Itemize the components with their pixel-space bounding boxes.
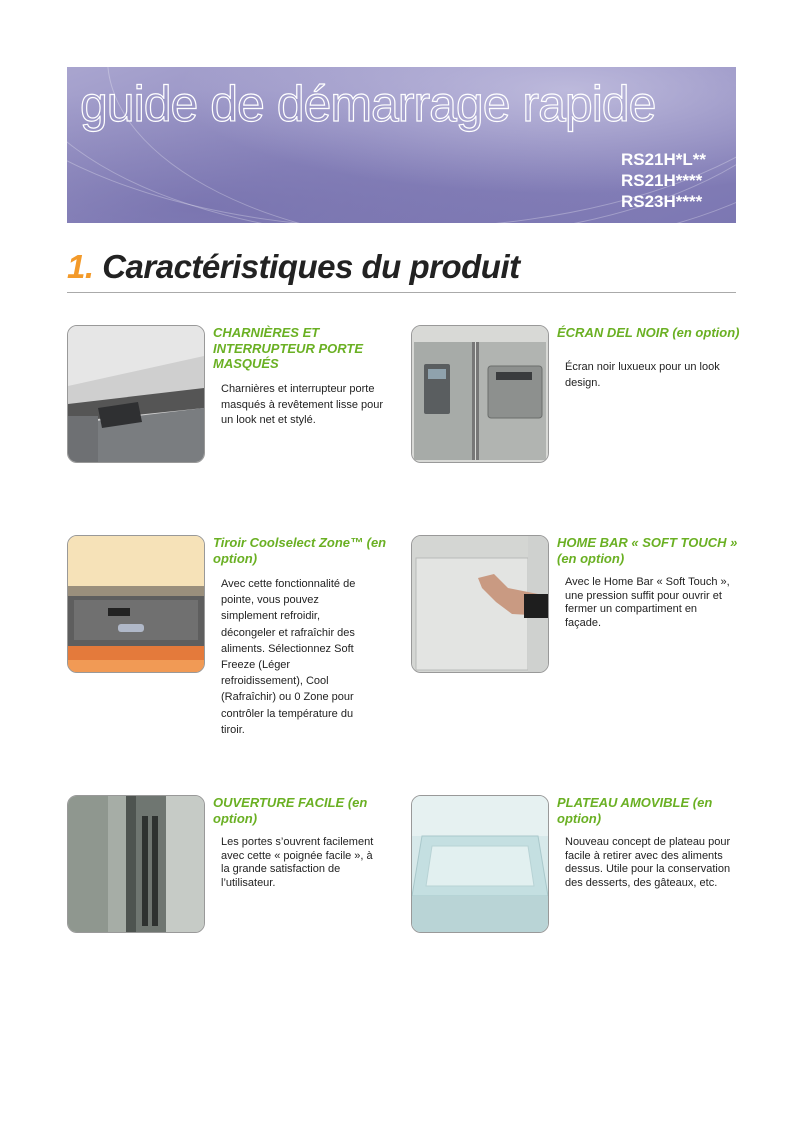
feature-coolselect (67, 535, 407, 736)
feature-description: Nouveau concept de plateau pour facile à retirer avec des aliments dessus. Utile pour la conservation des desserts, des gâteaux, etc. (565, 836, 731, 889)
feature-title: HOME BAR « SOFT TOUCH » (en option) (557, 535, 738, 566)
feature-description: Les portes s’ouvrent facilement avec cette « poignée facile », à la grande satisfaction de l’utilisateur. (221, 836, 374, 889)
section-heading (67, 248, 520, 286)
feature-easy-opening (67, 795, 407, 940)
easy-opening-photo (67, 795, 205, 933)
feature-description: Avec cette fonctionnalité de pointe, vous pouvez simplement refroidir, décongeler et rafraîchir des aliments. Sélectionnez Soft Freeze (Léger refroidissement), Cool (Rafraîchir) ou 0 Zone pour contrôler la température du tiroir. (221, 578, 356, 736)
hinge-photo (67, 325, 205, 463)
feature-description: Écran noir luxueux pour un look design. (565, 361, 720, 389)
section-number: 1. (67, 248, 94, 285)
model-number: RS21H**** (620, 171, 703, 190)
feature-description: Charnières et interrupteur porte masqués à revêtement lisse pour un look net et stylé. (221, 383, 384, 426)
model-number: RS21H*L** (620, 150, 706, 169)
feature-title: ÉCRAN DEL NOIR (en option) (557, 325, 740, 340)
feature-hinges (67, 325, 407, 470)
removable-tray-photo (411, 795, 549, 933)
model-list (621, 149, 706, 212)
section-title: Caractéristiques du produit (102, 248, 520, 285)
model-number: RS23H**** (620, 192, 703, 211)
section-divider (67, 292, 736, 293)
feature-home-bar (411, 535, 751, 680)
coolselect-photo (67, 535, 205, 673)
feature-title: Tiroir Coolselect Zone™ (en option) (213, 535, 387, 566)
feature-black-led (411, 325, 751, 470)
feature-title: PLATEAU AMOVIBLE (en option) (557, 795, 713, 826)
black-led-photo (411, 325, 549, 463)
feature-removable-tray (411, 795, 751, 940)
header-banner (67, 67, 736, 223)
home-bar-photo (411, 535, 549, 673)
feature-description: Avec le Home Bar « Soft Touch », une pression suffit pour ouvrir et fermer un compartiment en façade. (565, 576, 730, 629)
guide-title: guide de démarrage rapide (80, 76, 656, 132)
feature-title: CHARNIÈRES ET INTERRUPTEUR PORTE MASQUÉS (213, 325, 363, 371)
feature-title: OUVERTURE FACILE (en option) (213, 795, 368, 826)
